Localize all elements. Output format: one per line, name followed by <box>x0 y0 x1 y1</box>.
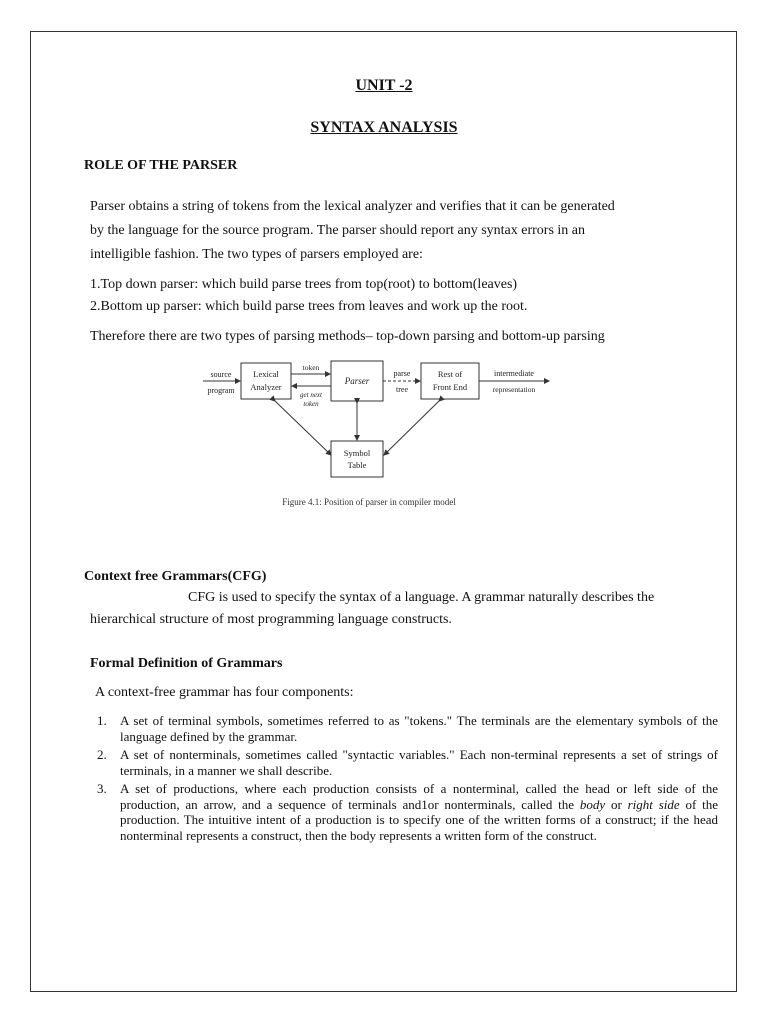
unit-title: UNIT -2 <box>355 77 413 94</box>
section-heading-cfg: Context free Grammars(CFG) <box>84 569 267 584</box>
list-item <box>90 781 718 843</box>
role-paragraph-line: Parser obtains a string of tokens from the lexical analyzer and verifies that it can be generated <box>90 199 615 214</box>
token-label: token <box>302 363 320 372</box>
grammar-components-intro: A context-free grammar has four components: <box>95 685 354 700</box>
table-box-label: Table <box>347 460 367 470</box>
symbol-box-label: Symbol <box>343 448 371 458</box>
program-label: program <box>207 386 235 395</box>
list-item <box>90 713 718 744</box>
list-item-text: A set of nonterminals, sometimes called "syntactic variables." Each non-terminal represents a set of strings of terminals, in a manner we shall describe. <box>120 747 718 778</box>
analyzer-box-label: Analyzer <box>250 382 282 392</box>
intermediate-label: intermediate <box>494 369 534 378</box>
cfg-line-1: CFG is used to specify the syntax of a language. A grammar naturally describes the <box>188 590 655 605</box>
lexer-symbol-arrow <box>275 401 331 455</box>
role-paragraph <box>90 195 690 267</box>
parser-position-figure <box>195 355 555 515</box>
list-item-text: A set of productions, where each production consists of a nonterminal, called the head or left side of the production, an arrow, and a sequence of terminals and1or nonterminals, called the <box>120 781 718 812</box>
front-end-label: Front End <box>432 382 468 392</box>
parser-box-label: Parser <box>344 376 370 386</box>
parsing-methods-summary: Therefore there are two types of parsing methods– top-down parsing and bottom-up parsing <box>90 329 605 344</box>
parser-type-item: 2.Bottom up parser: which build parse trees from leaves and work up the root. <box>90 299 528 314</box>
list-item-number: 3. <box>97 781 107 796</box>
compiler-model-diagram <box>195 355 555 515</box>
rest-symbol-arrow <box>384 401 439 455</box>
cfg-line-2: hierarchical structure of most programming language constructs. <box>90 612 452 627</box>
list-item <box>90 747 718 778</box>
list-item-number: 1. <box>97 713 107 728</box>
lexical-box-label: Lexical <box>253 369 279 379</box>
role-paragraph-line: intelligible fashion. The two types of parsers employed are: <box>90 247 423 262</box>
rest-of-label: Rest of <box>437 369 463 379</box>
symbol-table-box <box>331 441 383 477</box>
chapter-title: SYNTAX ANALYSIS <box>310 119 458 136</box>
figure-caption: Figure 4.1: Position of parser in compiler model <box>282 497 456 507</box>
role-paragraph-line: by the language for the source program. The parser should report any syntax errors in an <box>90 223 586 238</box>
representation-label: representation <box>492 385 536 394</box>
tree-label: tree <box>396 385 408 394</box>
list-item-text: A set of terminal symbols, sometimes referred to as "tokens." The terminals are the elementary symbols of the language defined by the grammar. <box>120 713 718 744</box>
parser-types-list <box>90 274 690 318</box>
body-word: body <box>579 796 606 812</box>
or-word: or <box>605 796 628 812</box>
list-item-text-after: of the production. The intuitive intent of a production is to specify one of the written forms of a construct; if the head nonterminal represents a construct, then the body represents a written form of the construct. <box>120 796 718 843</box>
parser-type-item: 1.Top down parser: which build parse trees from top(root) to bottom(leaves) <box>90 277 518 292</box>
get-next-token-label: token <box>303 400 319 408</box>
source-label: source <box>210 370 232 379</box>
grammar-components-list <box>90 713 718 846</box>
get-next-label: get next <box>300 391 322 399</box>
section-heading-formal-definition: Formal Definition of Grammars <box>90 656 283 671</box>
list-item-number: 2. <box>97 747 107 762</box>
parse-label: parse <box>393 369 411 378</box>
right-side-word: right side <box>627 796 680 812</box>
section-heading-role-of-parser: ROLE OF THE PARSER <box>84 158 238 173</box>
